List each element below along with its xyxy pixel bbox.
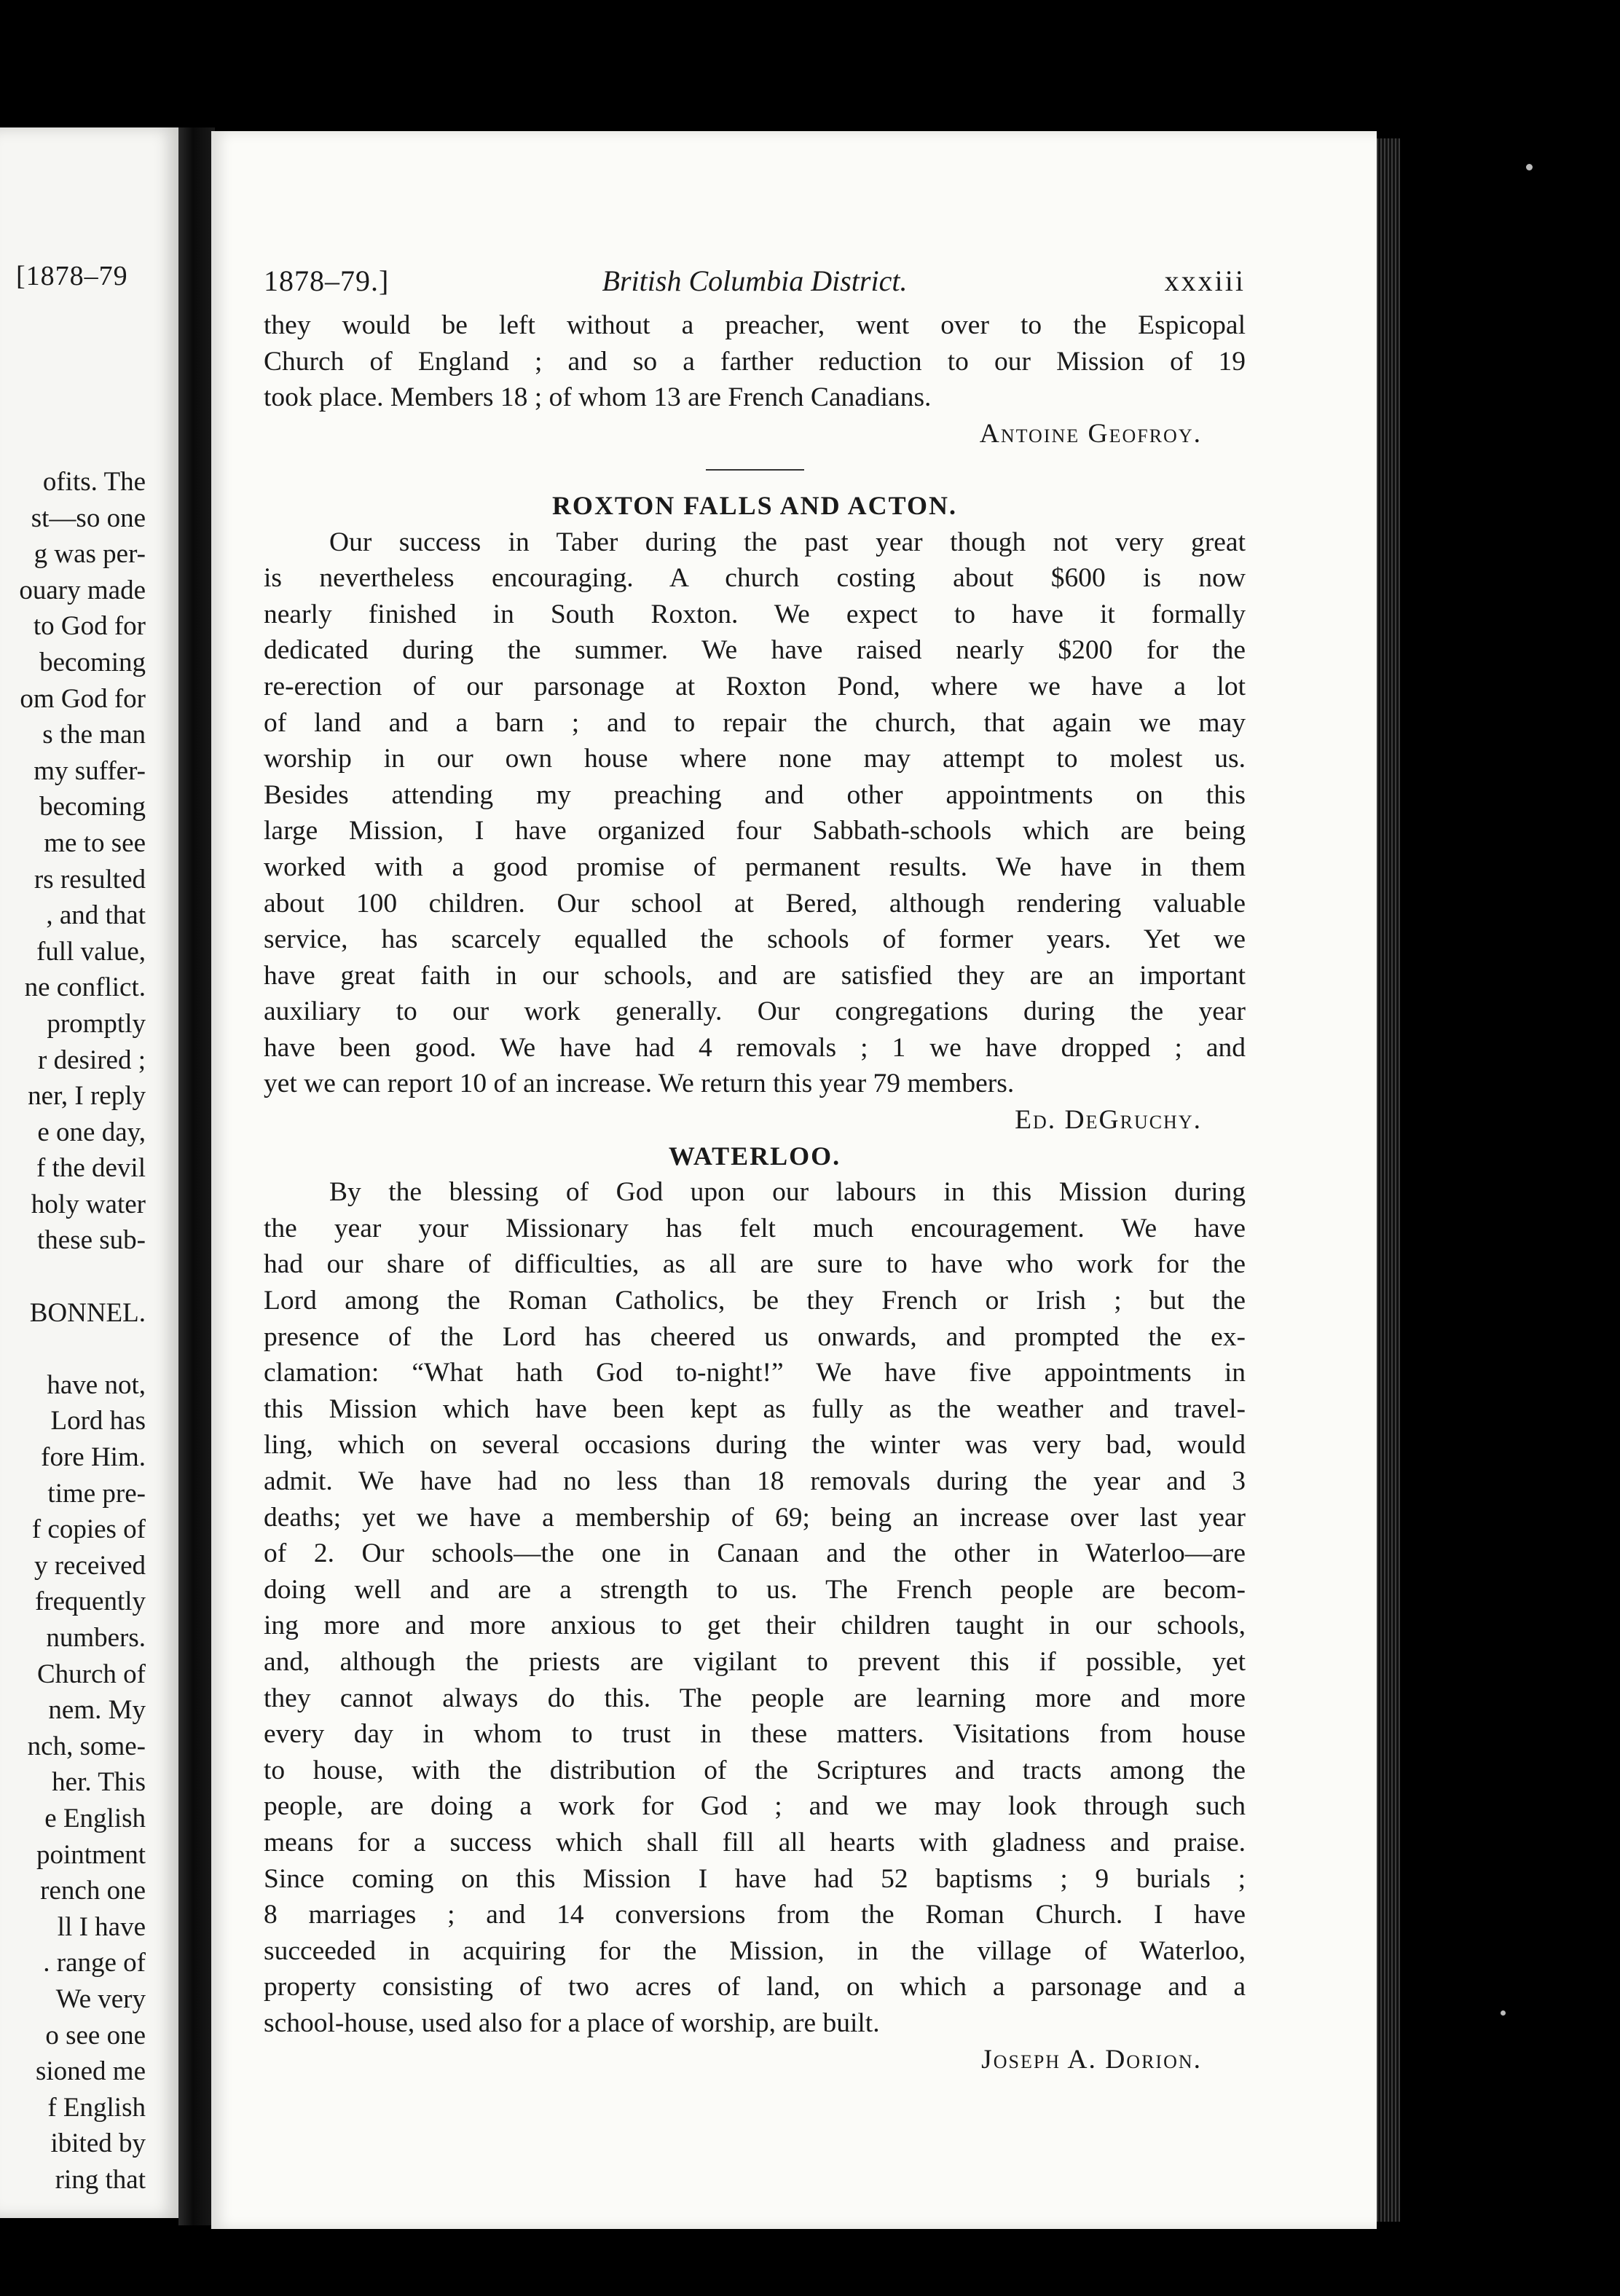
left-page-line: . range of [43, 1948, 146, 1978]
scan-speck [1526, 164, 1533, 170]
left-page-line: Lord has [50, 1406, 146, 1436]
left-page-line: r desired ; [38, 1045, 146, 1075]
text-line: ing more and more anxious to get their children taught in our schools, [264, 1611, 1246, 1641]
left-page-line: ofits. The [42, 467, 146, 497]
text-line: of 2. Our schools—the one in Canaan and the other in Waterloo—are [264, 1538, 1246, 1569]
left-page-line: ner, I reply [28, 1081, 146, 1112]
section-heading-roxton: ROXTON FALLS AND ACTON. [551, 490, 958, 520]
text-line: 8 marriages ; and 14 conversions from the Roman Church. I have [264, 1900, 1246, 1930]
page-number: xxxiii [1164, 264, 1246, 297]
text-line: means for a success which shall fill all hearts with gladness and praise. [264, 1827, 1246, 1857]
left-page-line: nch, some- [27, 1731, 146, 1761]
left-page-line: these sub- [37, 1225, 146, 1256]
left-page-line: e English [44, 1803, 146, 1833]
text-line: worked with a good promise of permanent results. We have in them [264, 852, 1246, 882]
left-page-line: me to see [44, 827, 146, 858]
text-line: presence of the Lord has cheered us onwards, and prompted the ex- [264, 1321, 1246, 1352]
left-page-line: f the devil [36, 1153, 146, 1184]
text-line: Our success in Taber during the past year though not very great [329, 527, 1246, 557]
left-page-line: We very [55, 1984, 146, 2014]
left-page-line: rench one [40, 1876, 146, 1906]
text-line: By the blessing of God upon our labours in this Mission during [329, 1177, 1246, 1208]
section-waterloo-paragraph [264, 1174, 1246, 2041]
left-page [0, 127, 182, 2218]
left-page-line: to God for [33, 611, 146, 642]
text-line: ling, which on several occasions during the winter was very bad, would [264, 1430, 1246, 1460]
signature-geofroy: Antoine Geofroy. [979, 418, 1202, 449]
left-page-line: f English [47, 2092, 146, 2123]
right-page [211, 131, 1377, 2229]
left-page-line: becoming [39, 792, 146, 822]
text-line: had our share of difficulties, as all are sure to have who work for the [264, 1249, 1246, 1280]
text-line: and, although the priests are vigilant to prevent this if possible, yet [264, 1646, 1246, 1677]
text-line: is nevertheless encouraging. A church costing about $600 is now [264, 563, 1246, 594]
left-page-line: her. This [52, 1767, 146, 1798]
left-page-line: y received [34, 1550, 146, 1581]
left-page-line: rs resulted [34, 864, 146, 895]
left-page-line: sioned me [35, 2056, 146, 2087]
text-line: Besides attending my preaching and other appointments on this [264, 779, 1246, 810]
left-page-line: nem. My [48, 1695, 146, 1726]
text-line: people, are doing a work for God ; and we may look through such [264, 1791, 1246, 1822]
text-line: nearly finished in South Roxton. We expect to have it formally [264, 599, 1246, 629]
section-continued [264, 307, 1246, 452]
left-page-line: e one day, [37, 1117, 146, 1147]
text-line: auxiliary to our work generally. Our congregations during the year [264, 996, 1246, 1027]
left-page-line: s the man [42, 720, 146, 750]
book-gutter [178, 127, 215, 2225]
left-page-line: ouary made [19, 575, 146, 605]
left-page-line: pointment [36, 1839, 146, 1870]
left-page-line: my suffer- [34, 755, 146, 786]
text-line: Church of England ; and so a farther reduction to our Mission of 19 [264, 346, 1246, 377]
left-page-line: numbers. [46, 1623, 146, 1653]
left-page-line: ibited by [50, 2128, 146, 2159]
text-line: admit. We have had no less than 18 removals during the year and 3 [264, 1466, 1246, 1496]
left-page-line: st—so one [31, 503, 146, 533]
left-page-line: BONNEL. [29, 1297, 146, 1328]
text-line: property consisting of two acres of land, on which a parsonage and a [264, 1972, 1246, 2002]
text-line: to house, with the distribution of the Scriptures and tracts among the [264, 1755, 1246, 1785]
left-page-line: full value, [36, 936, 146, 967]
left-page-line: f copies of [31, 1514, 146, 1545]
text-line: every day in whom to trust in these matters. Visitations from house [264, 1719, 1246, 1750]
left-page-line: ne conflict. [24, 972, 146, 1003]
section-heading-waterloo: WATERLOO. [668, 1141, 841, 1171]
text-line: of land and a barn ; and to repair the church, that again we may [264, 707, 1246, 738]
left-page-line: fore Him. [41, 1442, 146, 1473]
left-page-line: frequently [34, 1587, 146, 1617]
text-line: large Mission, I have organized four Sabbath-schools which are being [264, 816, 1246, 846]
left-page-line: o see one [45, 2020, 146, 2051]
section-divider [264, 452, 1246, 488]
left-page-header: [1878–79 [16, 261, 128, 291]
text-line: Since coming on this Mission I have had 52 baptisms ; 9 burials ; [264, 1863, 1246, 1894]
text-line: have great faith in our schools, and are satisfied they are an important [264, 960, 1246, 991]
left-page-text [0, 464, 146, 2198]
left-page-line: , and that [46, 900, 146, 931]
left-page-line: ll I have [57, 1911, 146, 1942]
text-line: the year your Missionary has felt much encouragement. We have [264, 1213, 1246, 1243]
text-line: they cannot always do this. The people are learning more and more [264, 1683, 1246, 1713]
left-page-line: time pre- [47, 1478, 146, 1509]
left-page-line: Church of [37, 1659, 146, 1689]
report-body [264, 307, 1246, 2077]
page-text-block [264, 264, 1246, 2077]
running-head-title: British Columbia District. [602, 264, 908, 297]
running-head-date: 1878–79.] [264, 264, 390, 297]
page-stack-edge [1377, 138, 1400, 2222]
text-line: took place. Members 18 ; of whom 13 are French Canadians. [264, 382, 932, 413]
section-roxton-paragraph [264, 524, 1246, 1103]
left-page-line: ring that [55, 2164, 146, 2195]
text-line: worship in our own house where none may attempt to molest us. [264, 744, 1246, 774]
section-waterloo [264, 1139, 1246, 2077]
text-line: this Mission which have been kept as fully as the weather and travel- [264, 1393, 1246, 1424]
signature-degruchy: Ed. DeGruchy. [1015, 1105, 1202, 1136]
section-roxton-falls [264, 488, 1246, 1139]
text-line: doing well and are a strength to us. The French people are becom- [264, 1574, 1246, 1605]
text-line: yet we can report 10 of an increase. We return this year 79 members. [264, 1069, 1015, 1099]
signature-dorion: Joseph A. Dorion. [981, 2044, 1202, 2075]
running-head [264, 264, 1246, 307]
left-page-line: have not, [47, 1369, 146, 1400]
scan-speck [1501, 2010, 1506, 2016]
text-line: clamation: “What hath God to-night!” We have five appointments in [264, 1358, 1246, 1388]
text-line: dedicated during the summer. We have raised nearly $200 for the [264, 635, 1246, 666]
text-line: service, has scarcely equalled the schools of former years. Yet we [264, 924, 1246, 955]
text-line: have been good. We have had 4 removals ; 1 we have dropped ; and [264, 1032, 1246, 1063]
left-page-line: g was per- [34, 539, 146, 570]
left-page-line [0, 1331, 146, 1367]
left-page-line: om God for [20, 683, 146, 714]
text-line: school-house, used also for a place of worship, are built. [264, 2008, 880, 2038]
left-page-line: becoming [39, 647, 146, 677]
text-line: Lord among the Roman Catholics, be they French or Irish ; but the [264, 1286, 1246, 1316]
text-line: they would be left without a preacher, went over to the Espicopal [264, 310, 1246, 340]
text-line: succeeded in acquiring for the Mission, in the village of Waterloo, [264, 1935, 1246, 1966]
text-line: re-erection of our parsonage at Roxton Pond, where we have a lot [264, 671, 1246, 701]
section-continued-paragraph [264, 307, 1246, 416]
left-page-line [0, 1259, 146, 1295]
text-line: about 100 children. Our school at Bered, although rendering valuable [264, 888, 1246, 919]
left-page-line: holy water [31, 1189, 146, 1219]
left-page-line: promptly [47, 1008, 146, 1039]
text-line: deaths; yet we have a membership of 69; being an increase over last year [264, 1502, 1246, 1533]
